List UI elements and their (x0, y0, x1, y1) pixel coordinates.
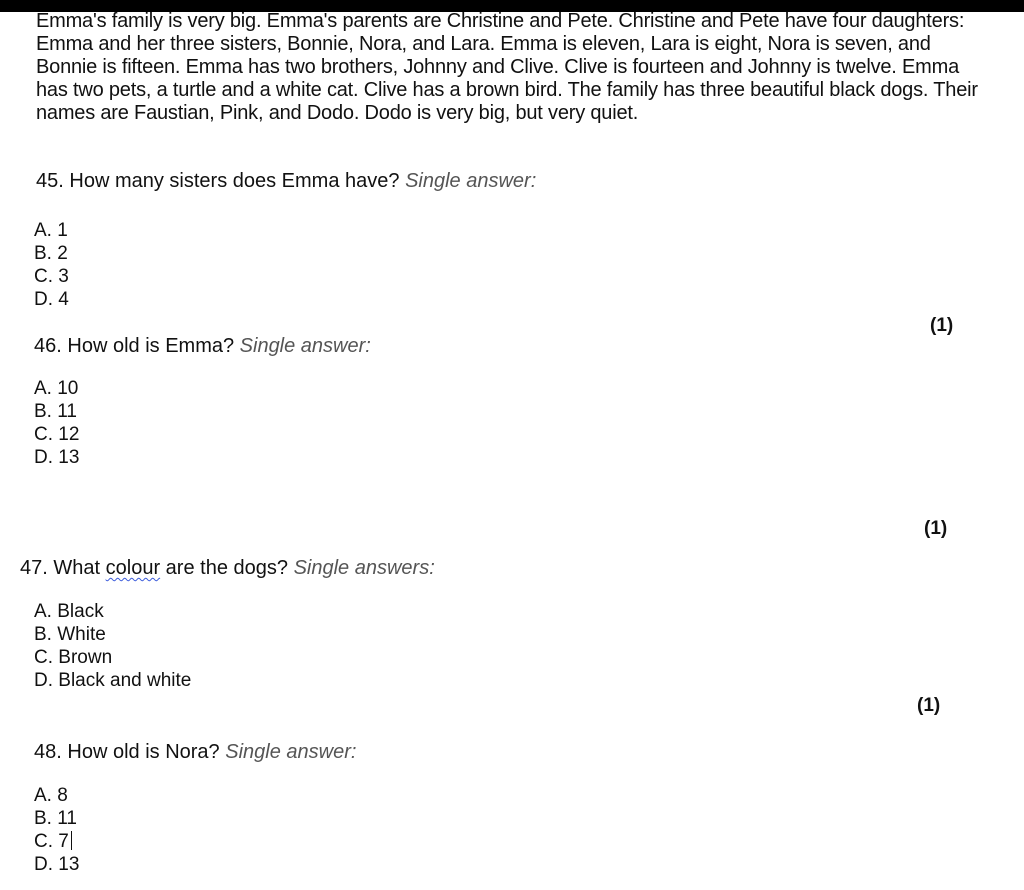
option-c[interactable]: C. 12 (34, 424, 80, 445)
option-c-row[interactable] (34, 830, 79, 853)
question-text-after: are the dogs? (165, 557, 288, 579)
options-47 (34, 600, 191, 692)
question-47 (20, 557, 435, 580)
question-number: 46. (34, 335, 62, 357)
option-d[interactable]: D. 4 (34, 289, 69, 310)
option-a[interactable]: A. 10 (34, 378, 79, 399)
question-hint: Single answer: (405, 170, 537, 192)
question-number: 47. (20, 557, 48, 579)
question-48 (34, 741, 356, 764)
question-46 (34, 335, 371, 358)
spellcheck-flagged-word[interactable]: colour (105, 557, 161, 579)
options-45 (34, 219, 69, 311)
option-b[interactable]: B. White (34, 624, 106, 645)
reading-passage: Emma's family is very big. Emma's parents are Christine and Pete. Christine and Pete have four daughters: Emma and her three sisters, Bonnie, Nora, and Lara. Emma is eleven, Lara is eight, Nora is seven, and Bonnie is fifteen. Emma has two brothers, Johnny and Clive. Clive is fourteen and Johnny is twelve. Emma has two pets, a turtle and a white cat. Clive has a brown bird. The family has three beautiful black dogs. Their names are Faustian, Pink, and Dodo. Dodo is very big, but very quiet. (36, 10, 978, 124)
option-c[interactable]: C. Brown (34, 647, 113, 668)
option-b[interactable]: B. 2 (34, 243, 68, 264)
question-hint: Single answer: (225, 741, 357, 763)
option-b[interactable]: B. 11 (34, 808, 77, 829)
question-number: 45. (36, 170, 64, 192)
option-a[interactable]: A. 1 (34, 220, 68, 241)
text-cursor (71, 831, 72, 850)
options-48 (34, 784, 79, 876)
option-c[interactable]: C. 7 (34, 831, 69, 852)
mark-47: (1) (917, 695, 941, 716)
question-text-before: What (53, 557, 101, 579)
option-a[interactable]: A. 8 (34, 785, 68, 806)
option-d[interactable]: D. 13 (34, 447, 80, 468)
option-b[interactable]: B. 11 (34, 401, 77, 422)
question-hint: Single answer: (239, 335, 371, 357)
option-d[interactable]: D. Black and white (34, 670, 192, 691)
question-number: 48. (34, 741, 62, 763)
question-hint: Single answers: (293, 557, 435, 579)
mark-45: (1) (930, 315, 954, 336)
option-d[interactable]: D. 13 (34, 854, 80, 875)
mark-46: (1) (924, 518, 948, 539)
option-a[interactable]: A. Black (34, 601, 104, 622)
options-46 (34, 377, 79, 469)
question-text: How many sisters does Emma have? (69, 170, 400, 192)
option-c[interactable]: C. 3 (34, 266, 69, 287)
question-text: How old is Nora? (67, 741, 220, 763)
question-text: How old is Emma? (67, 335, 235, 357)
question-45 (36, 170, 536, 193)
